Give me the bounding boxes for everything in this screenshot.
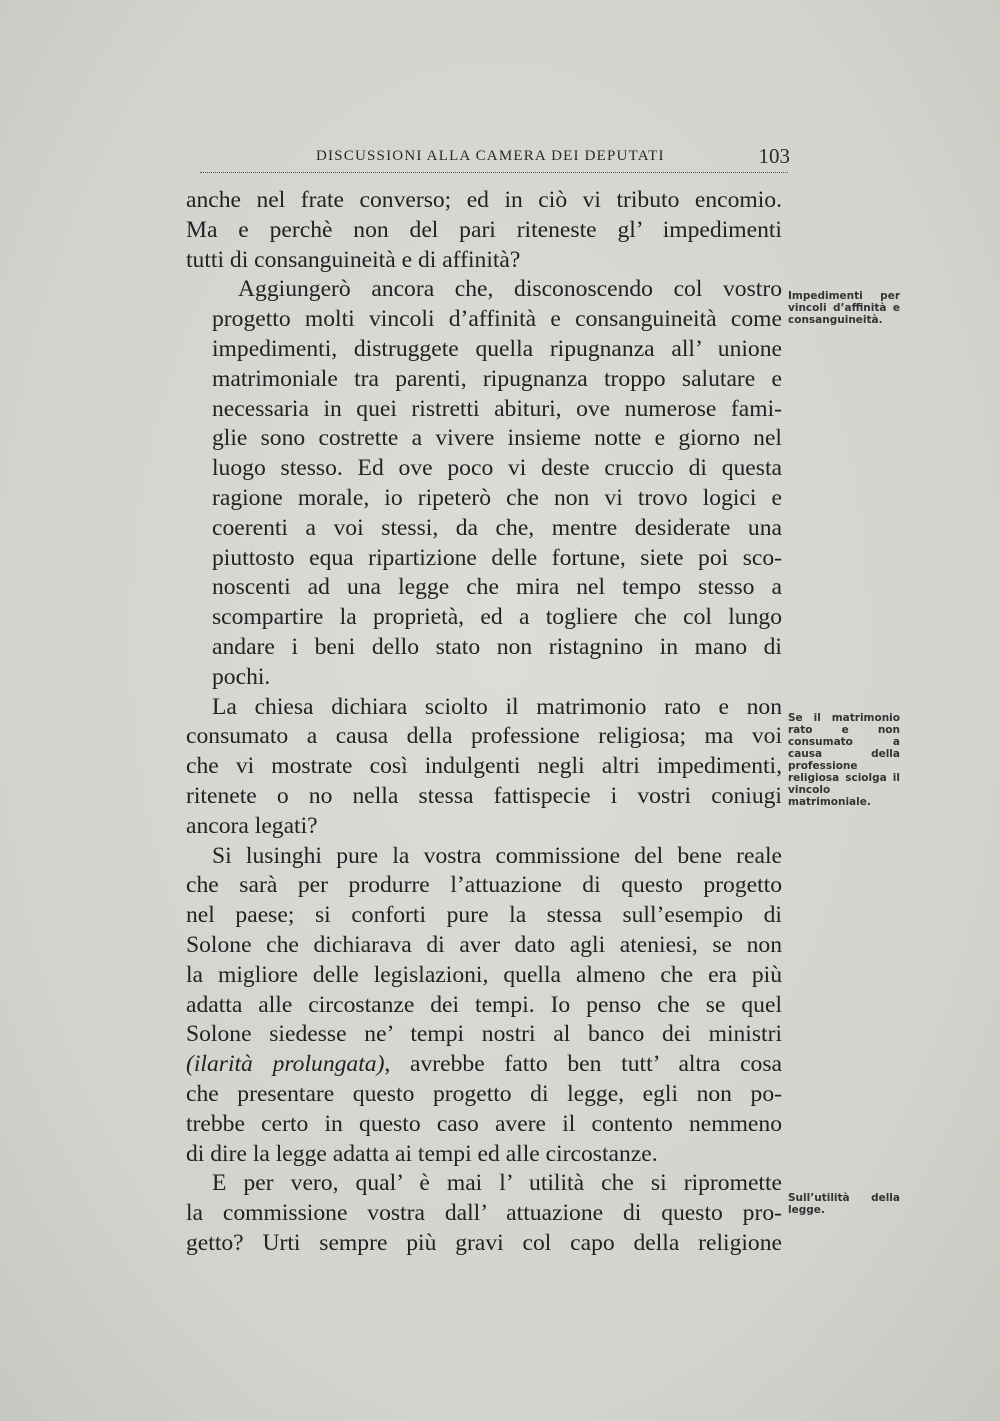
margin-note: Sull’utilità della legge. <box>788 1192 900 1216</box>
text-line: trebbe certo in questo caso avere il contento nemmeno <box>186 1110 782 1137</box>
text-line: nel paese; si conforti pure la stessa sull’esempio di <box>186 902 782 929</box>
paragraph <box>186 275 782 692</box>
paragraph <box>186 842 782 1170</box>
text-line <box>186 1050 782 1080</box>
text-line: Solone che dichiarava di aver dato agli ateniesi, se non <box>186 931 782 958</box>
text-line: coerenti a voi stessi, da che, mentre desiderate una <box>212 514 782 541</box>
text-line: anche nel frate converso; ed in ciò vi tributo encomio. <box>186 187 782 213</box>
text-line: andare i beni dello stato non ristagnino in mano di <box>212 633 782 660</box>
margin-note: Se il matrimonio rato e non consumato a causa della professione religiosa sciolga il vincolo matrimoniale. <box>788 712 900 808</box>
text-line: consumato a causa della professione religiosa; ma voi <box>186 723 782 750</box>
text-line: matrimoniale tra parenti, ripugnanza troppo salutare e <box>212 365 782 392</box>
text-line: necessaria in quei ristretti abituri, ove numerose fami- <box>212 395 782 422</box>
text-line: la migliore delle legislazioni, quella almeno che era più <box>186 961 782 988</box>
text-line: piuttosto equa ripartizione delle fortune, siete poi sco- <box>212 544 782 571</box>
text-line: Solone siedesse ne’ tempi nostri al banco dei ministri <box>186 1021 782 1048</box>
text-line: Ma e perchè non del pari riteneste gl’ impedimenti <box>186 216 782 243</box>
text-line: che sarà per produrre l’attuazione di questo progetto <box>186 872 782 899</box>
paragraph <box>186 186 782 275</box>
text-line: luogo stesso. Ed ove poco vi deste cruccio di questa <box>212 455 782 482</box>
text-line: La chiesa dichiara sciolto il matrimonio rato e non <box>212 693 782 720</box>
text-line: ancora legati? <box>186 812 318 839</box>
text-line: di dire la legge adatta ai tempi ed alle circostanze. <box>186 1140 658 1167</box>
text-line: che presentare questo progetto di legge, egli non po- <box>186 1080 782 1107</box>
text-line: impedimenti, distruggete quella ripugnanza all’ unione <box>212 335 782 362</box>
text-line: pochi. <box>212 663 271 690</box>
running-title: DISCUSSIONI ALLA CAMERA DEI DEPUTATI <box>316 148 665 164</box>
text-line: getto? Urti sempre più gravi col capo della religione <box>186 1229 782 1256</box>
text-line: la commissione vostra dall’ attuazione di questo pro- <box>186 1200 782 1227</box>
header-rule <box>200 172 788 173</box>
text-line: tutti di consanguineità e di affinità? <box>186 246 521 273</box>
italic-aside: (ilarità prolungata) <box>186 1051 385 1078</box>
text-line: noscenti ad una legge che mira nel tempo stesso a <box>212 574 782 601</box>
text-line: che vi mostrate così indulgenti negli altri impedimenti, <box>186 753 782 780</box>
text-line: Aggiungerò ancora che, disconoscendo col vostro <box>238 276 782 303</box>
margin-note: Impedimenti per vincoli d’affinità e consanguineità. <box>788 290 900 326</box>
text-line: Si lusinghi pure la vostra commissione del bene reale <box>212 842 782 869</box>
running-head <box>200 144 790 178</box>
text-line: scompartire la proprietà, ed a togliere che col lungo <box>212 604 782 631</box>
text-line: glie sono costrette a vivere insieme notte e giorno nel <box>212 425 782 452</box>
page-number: 103 <box>758 144 790 168</box>
text-line: E per vero, qual’ è mai l’ utilità che si ripromette <box>212 1170 782 1197</box>
body-text <box>186 186 782 1259</box>
paragraph <box>186 1169 782 1258</box>
text-line: adatta alle circostanze dei tempi. Io penso che se quel <box>186 991 782 1018</box>
text-fragment: , avrebbe fatto ben tutt’ altra cosa <box>384 1051 782 1078</box>
text-line: progetto molti vincoli d’affinità e consanguineità come <box>212 306 782 333</box>
text-line: ritenete o no nella stessa fattispecie i vostri coniugi <box>186 782 782 809</box>
text-line: ragione morale, io ripeterò che non vi trovo logici e <box>212 484 782 511</box>
paragraph <box>186 693 782 842</box>
